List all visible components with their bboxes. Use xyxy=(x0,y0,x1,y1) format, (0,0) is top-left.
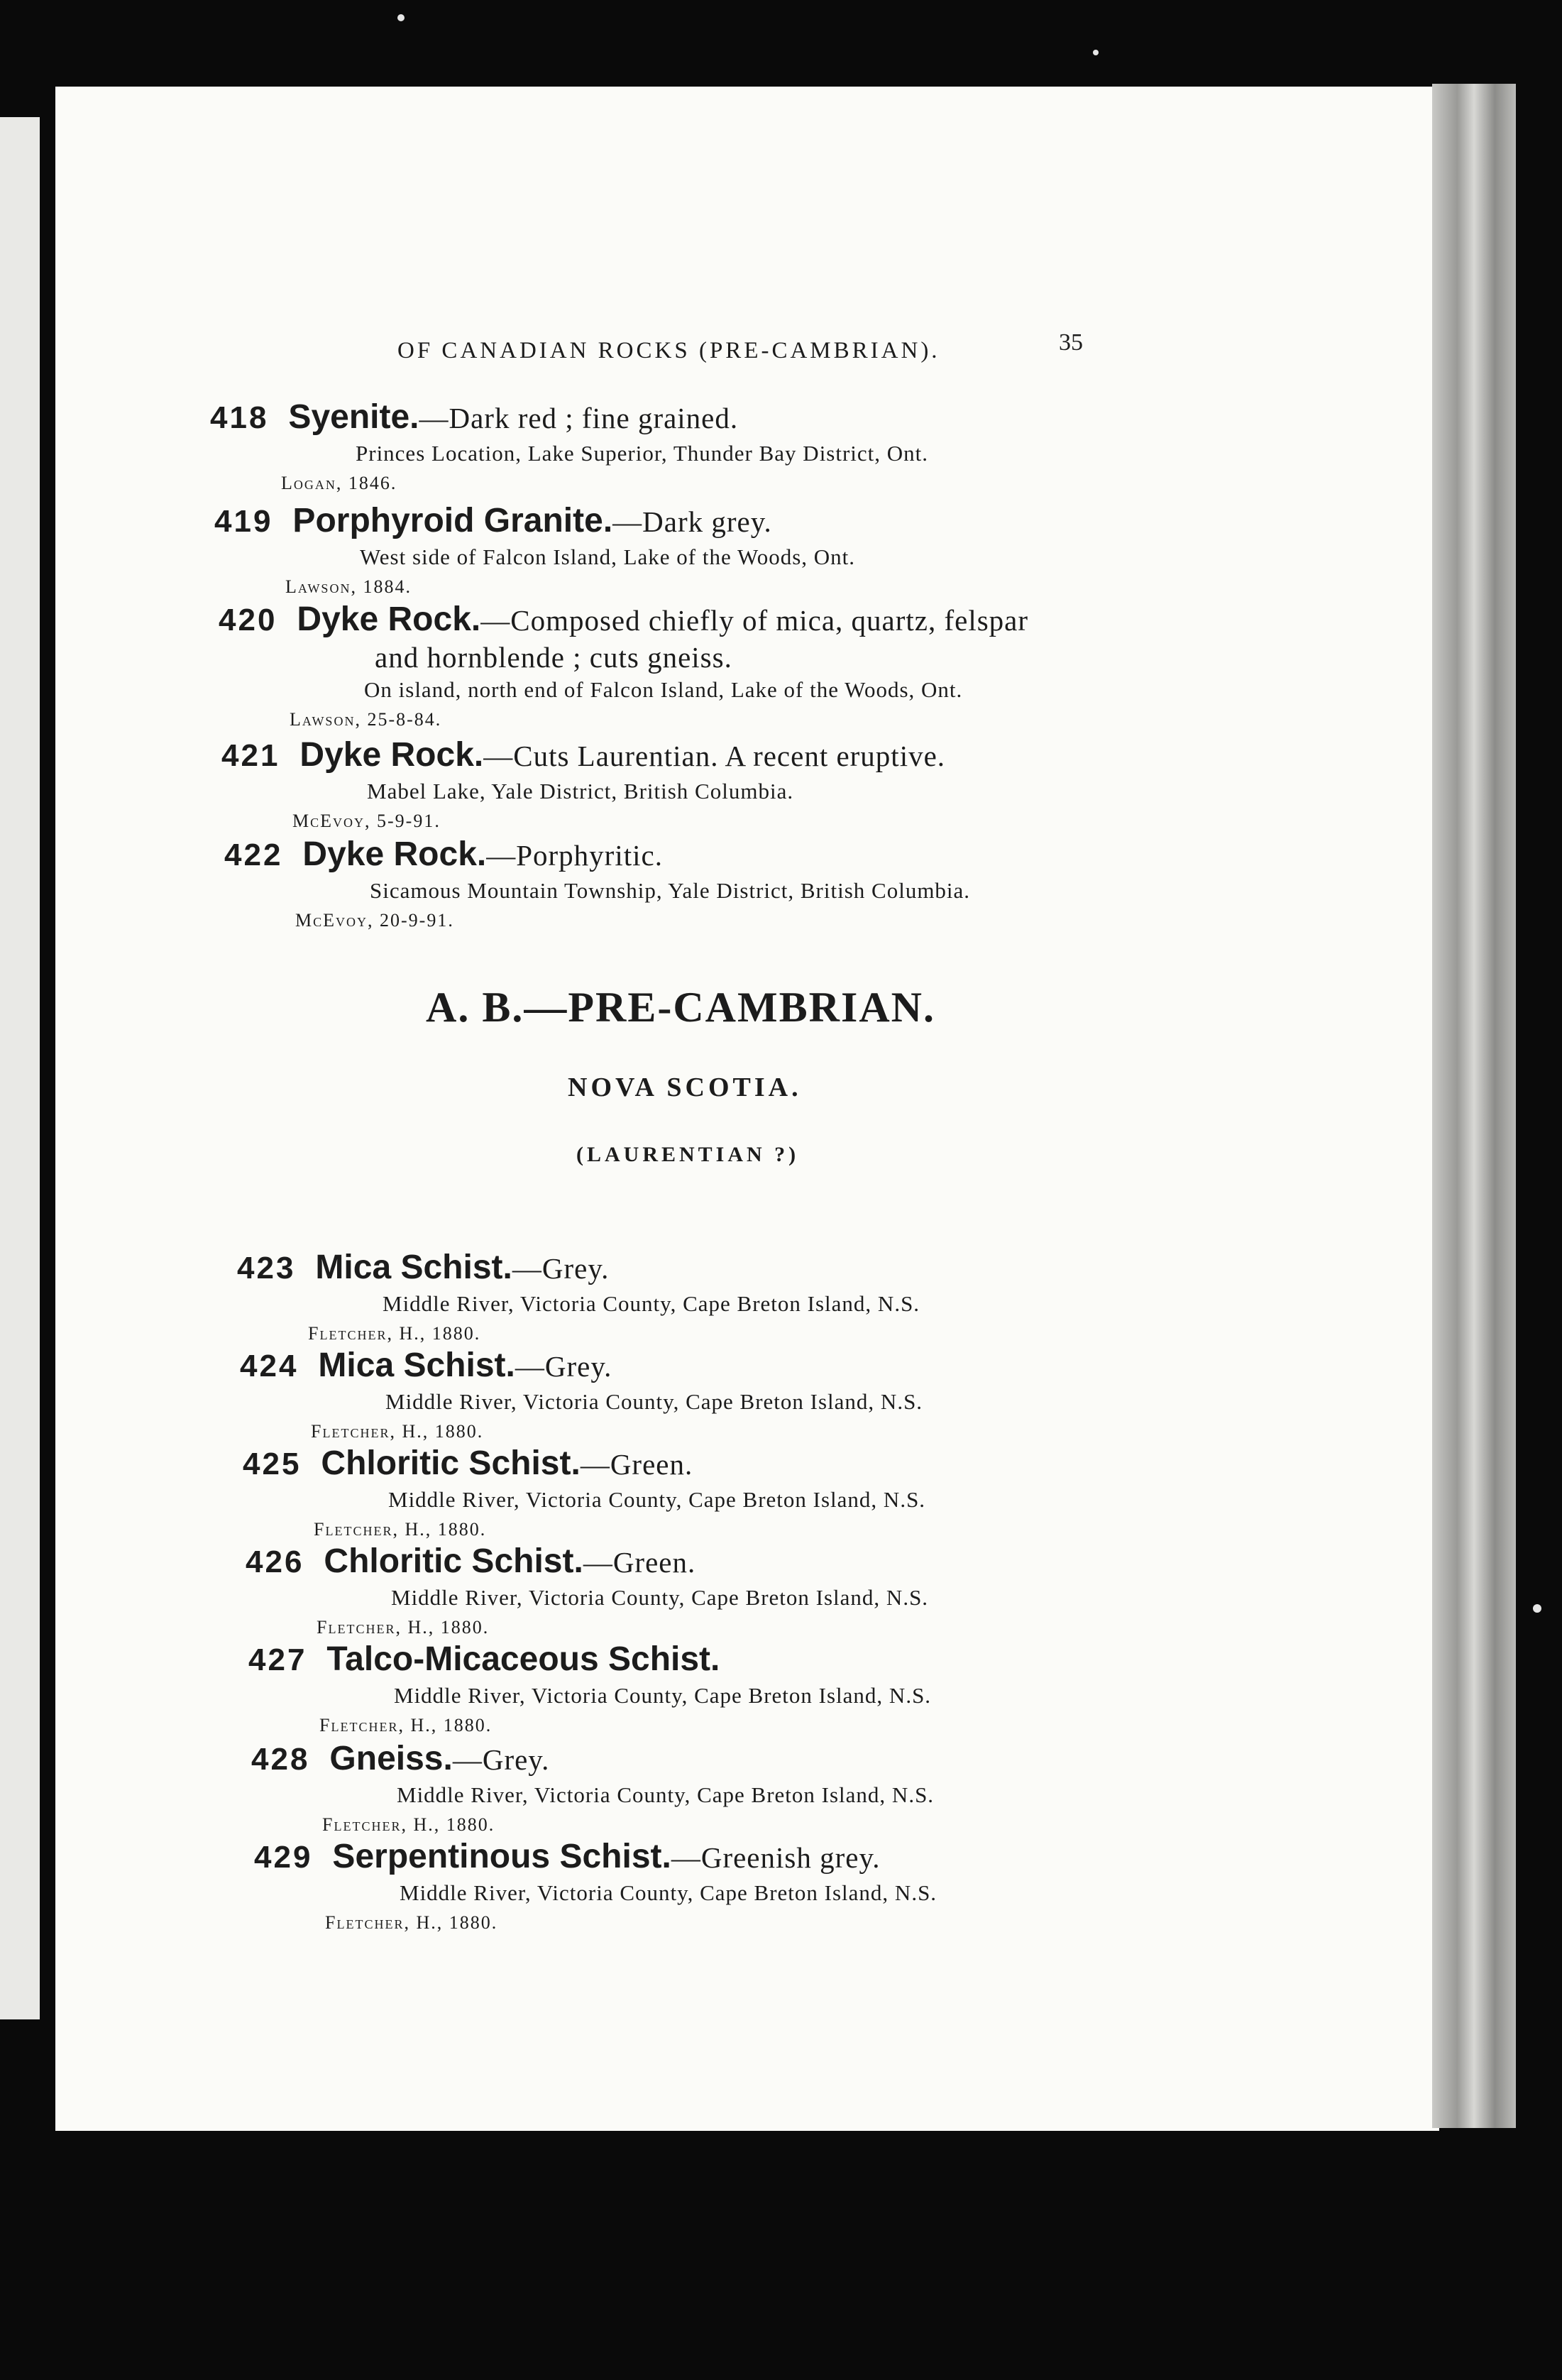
collector: Fletcher, H., 1880. xyxy=(314,1519,487,1540)
rock-name: Chloritic Schist. xyxy=(321,1444,581,1482)
catalogue-entry-426 xyxy=(246,1542,928,1642)
entry-number: 424 xyxy=(240,1349,299,1383)
entry-number: 418 xyxy=(210,400,269,435)
collector: McEvoy, 5-9-91. xyxy=(292,811,441,831)
catalogue-entry-428 xyxy=(251,1739,934,1839)
scan-speck xyxy=(397,14,405,21)
locality: Middle River, Victoria County, Cape Breton Island, N.S. xyxy=(388,1487,926,1512)
collector: Fletcher, H., 1880. xyxy=(311,1421,484,1442)
locality: Mabel Lake, Yale District, British Columbia. xyxy=(367,779,794,804)
rock-name: Porphyroid Granite. xyxy=(292,502,613,539)
collector: Fletcher, H., 1880. xyxy=(319,1715,493,1735)
rock-name: Chloritic Schist. xyxy=(324,1542,583,1580)
rock-name: Talco-Micaceous Schist. xyxy=(326,1640,720,1678)
catalogue-entry-429 xyxy=(254,1837,937,1937)
rock-description: —Green. xyxy=(580,1448,693,1481)
rock-name: Dyke Rock. xyxy=(299,736,484,774)
adjacent-page-sliver xyxy=(0,117,40,2019)
rock-name: Dyke Rock. xyxy=(302,835,487,873)
rock-name: Dyke Rock. xyxy=(297,601,481,638)
rock-description: —Grey. xyxy=(515,1350,612,1383)
rock-description: —Grey. xyxy=(452,1743,550,1776)
entry-number: 426 xyxy=(246,1545,304,1579)
rock-description: —Porphyritic. xyxy=(486,839,663,872)
locality: Middle River, Victoria County, Cape Breton Island, N.S. xyxy=(391,1585,929,1610)
collector: Logan, 1846. xyxy=(281,473,397,493)
entry-number: 425 xyxy=(243,1447,302,1481)
rock-name: Serpentinous Schist. xyxy=(332,1838,671,1875)
scan-speck xyxy=(1093,50,1099,55)
collector: Lawson, 25-8-84. xyxy=(290,709,442,730)
locality: Middle River, Victoria County, Cape Breton Island, N.S. xyxy=(383,1291,920,1316)
entry-number: 423 xyxy=(237,1251,296,1285)
locality: Middle River, Victoria County, Cape Breton Island, N.S. xyxy=(400,1880,937,1905)
locality: Middle River, Victoria County, Cape Breton Island, N.S. xyxy=(397,1782,935,1807)
catalogue-entry-422 xyxy=(224,835,970,935)
locality: Middle River, Victoria County, Cape Breton Island, N.S. xyxy=(394,1683,932,1708)
rock-name: Mica Schist. xyxy=(318,1347,515,1384)
catalogue-entry-418 xyxy=(210,397,928,498)
entry-number: 420 xyxy=(219,603,277,637)
entry-number: 422 xyxy=(224,838,283,872)
entry-number: 419 xyxy=(214,504,273,539)
entry-number: 429 xyxy=(254,1840,313,1875)
locality: Princes Location, Lake Superior, Thunder Bay District, Ont. xyxy=(356,441,929,466)
locality: On island, north end of Falcon Island, Lake of the Woods, Ont. xyxy=(364,677,963,702)
section-title: A. B.—PRE-CAMBRIAN. xyxy=(426,984,935,1031)
entry-number: 427 xyxy=(248,1643,307,1677)
rock-description: —Dark grey. xyxy=(612,505,772,538)
collector: Fletcher, H., 1880. xyxy=(325,1912,498,1933)
catalogue-entry-420 xyxy=(219,600,1028,734)
collector: McEvoy, 20-9-91. xyxy=(295,910,454,931)
rock-description: —Grey. xyxy=(512,1252,610,1285)
collector: Fletcher, H., 1880. xyxy=(322,1814,495,1835)
rock-name: Syenite. xyxy=(288,398,419,436)
rock-name: Gneiss. xyxy=(329,1740,453,1777)
entry-number: 428 xyxy=(251,1742,310,1777)
rock-description: —Greenish grey. xyxy=(671,1841,881,1874)
rock-description: —Green. xyxy=(583,1546,696,1579)
catalogue-entry-421 xyxy=(221,735,945,835)
running-head: OF CANADIAN ROCKS (PRE-CAMBRIAN). xyxy=(397,338,940,363)
rock-name: Mica Schist. xyxy=(315,1249,512,1286)
collector: Fletcher, H., 1880. xyxy=(317,1617,490,1638)
rock-description: —Cuts Laurentian. A recent eruptive. xyxy=(483,740,946,772)
collector: Lawson, 1884. xyxy=(285,576,412,597)
locality: Sicamous Mountain Township, Yale District, British Columbia. xyxy=(370,878,971,903)
catalogue-entry-419 xyxy=(214,501,855,601)
page-edge-shadow xyxy=(1432,84,1516,2128)
catalogue-entry-425 xyxy=(243,1444,925,1544)
rock-description: —Dark red ; fine grained. xyxy=(419,402,739,434)
locality: Middle River, Victoria County, Cape Breton Island, N.S. xyxy=(385,1389,923,1414)
locality: West side of Falcon Island, Lake of the Woods, Ont. xyxy=(360,544,856,569)
rock-description-continued: and hornblende ; cuts gneiss. xyxy=(375,641,732,674)
page-number: 35 xyxy=(1059,329,1083,356)
entry-number: 421 xyxy=(221,738,280,773)
catalogue-entry-427 xyxy=(248,1640,931,1740)
scan-speck xyxy=(1533,1604,1541,1613)
section-subtitle: NOVA SCOTIA. xyxy=(568,1073,802,1102)
collector: Fletcher, H., 1880. xyxy=(308,1323,481,1344)
section-subsubtitle: (LAURENTIAN ?) xyxy=(576,1143,800,1166)
catalogue-entry-423 xyxy=(237,1248,920,1348)
rock-description: —Composed chiefly of mica, quartz, felspar xyxy=(480,604,1029,637)
catalogue-entry-424 xyxy=(240,1346,923,1446)
